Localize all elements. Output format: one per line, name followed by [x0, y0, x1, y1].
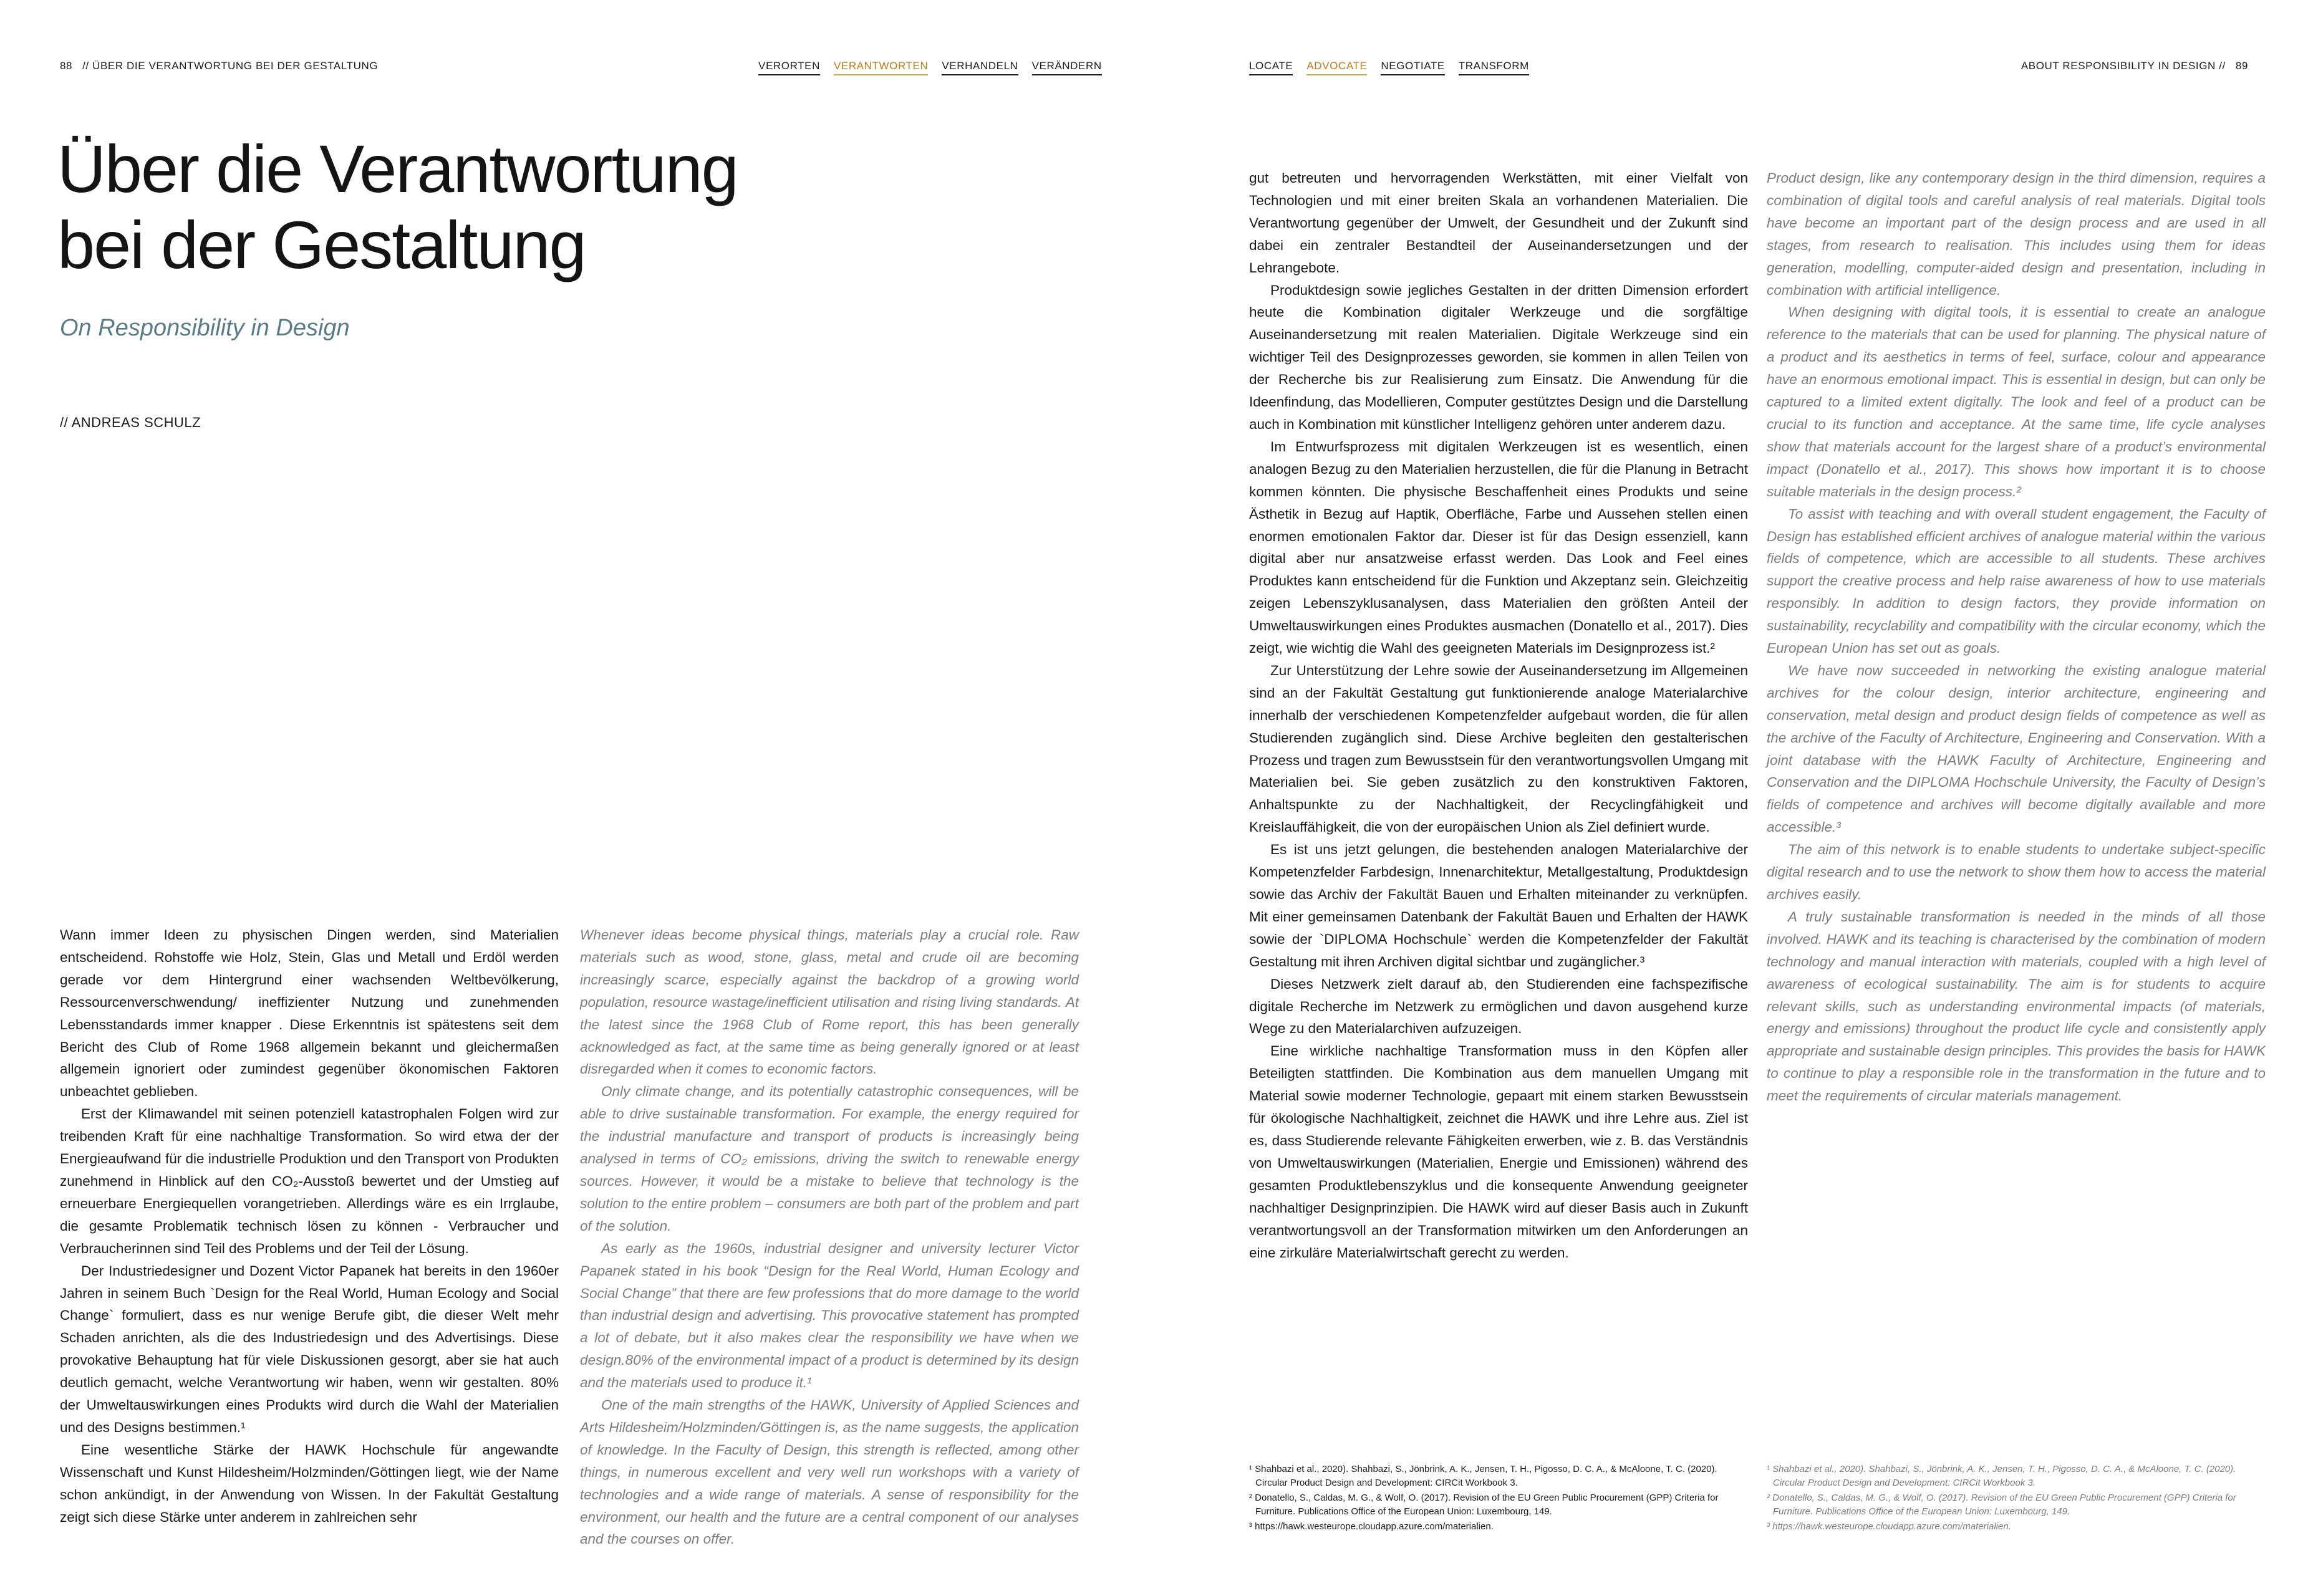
de-paragraph: Der Industriedesigner und Dozent Victor Papanek hat bereits in den 1960er Jahren in seinem Buch `Design for the Real World, Human Ecology and Social Change` formuliert, dass es nur wenige Berufe gibt, die dieser Welt mehr Schaden anrichten, als die des Industriedesign und des Advertisings. Diese provokative Behauptung hat für viele Diskussionen gesorgt, aber sie hat auch deutlich gemacht, welche Verantwortung wir haben, wenn wir gestalten. 80% der Umweltauswirkungen eines Produkts wird durch die Wahl der Materialien und des Designs bestimmen.¹ [60, 1262, 559, 1435]
de-paragraph: Dieses Netzwerk zielt darauf ab, den Studierenden eine fachspezifische digitale Recherche im Netzwerk zu ermöglichen und davon ausgehend kurze Wege zu den Materialarchiven aufzuzeigen. [1249, 976, 1748, 1037]
nav-item-veraendern[interactable]: VERÄNDERN [1032, 60, 1102, 75]
left-page-number: 88 [60, 60, 73, 72]
en-paragraph: One of the main strengths of the HAWK, University of Applied Sciences and Arts Hildesheim/Holzminden/Göttingen is, as the name suggests, the application of knowledge. In the Faculty of Design, this strength is reflected, among other things, in numerous excellent and very well run workshops with a variety of technologies and a wide range of materials. A sense of responsibility for the environment, our health and the future are a central component of our analyses and the courses on offer. [580, 1397, 1079, 1547]
right-section-nav [1249, 60, 1529, 75]
de-paragraph: Zur Unterstützung der Lehre sowie der Auseinandersetzung im Allgemeinen sind an der Fakultät Gestaltung gut funktionierende analoge Materialarchive innerhalb der verschiedenen Kompetenzfelder aufgebaut worden, die für allen Studierenden zugänglich sind. Diese Archive begleiten den gestalterischen Prozess und tragen zum Bewusstsein für den verantwortungsvollen Umgang mit Materialien bei. Sie geben zusätzlich zu den konstruktiven Faktoren, Anhaltspunkte zu der Nachhaltigkeit, der Recyclingfähigkeit und Kreislauffähigkeit, die von der europäischen Union als Ziel definiert wurde. [1249, 662, 1748, 835]
de-paragraph: Es ist uns jetzt gelungen, die bestehenden analogen Materialarchive der Kompetenzfelder Farbdesign, Innenarchitektur, Metallgestaltung, Produktdesign sowie das Archiv der Fakultät Bauen und Erhalten miteinander zu verknüpfen. Mit einer gemeinsamen Datenbank der Fakultät Bauen und Erhalten der HAWK sowie der `DIPLOMA Hochschule` werden die Kompetenzfelder der Fakultät Gestaltung mit ihren Archiven digital sichtbar und zugänglicher.³ [1249, 842, 1748, 969]
right-header [2021, 60, 2248, 72]
footnote: ³ https://hawk.westeurope.cloudapp.azure.com/materialien. [1767, 1521, 2011, 1532]
nav-item-verantworten[interactable]: VERANTWORTEN [834, 60, 928, 75]
en-paragraph: We have now succeeded in networking the existing analogue material archives for the colour design, interior architecture, engineering and conservation, metal design and product design fields of competence as well as the archive of the Faculty of Architecture, Engineering and Conservation. With a joint database with the HAWK Faculty of Architecture, Engineering and Conservation and the DIPLOMA Hochschule University, the Faculty of Design’s fields of competence and archives will become digitally available and more accessible.³ [1767, 662, 2266, 835]
en-paragraph: A truly sustainable transformation is needed in the minds of all those involved. HAWK and its teaching is characterised by the combination of modern technology and manual interaction with materials, coupled with a high level of awareness of ecological sustainability. The aim is for students to acquire relevant skills, such as understanding environmental impacts (of materials, energy and emissions) throughout the product life cycle and consistently apply appropriate and sustainable design principles. This provides the basis for HAWK to continue to play a responsible role in the transformation in the future and to meet the requirements of circular materials management. [1767, 908, 2266, 1104]
de-paragraph: Im Entwurfsprozess mit digitalen Werkzeugen ist es wesentlich, einen analogen Bezug zu den Materialien herzustellen, die für die Planung in Betracht kommen könnten. Die physische Beschaffenheit eines Produkts und seine Ästhetik in Bezug auf Haptik, Oberfläche, Farbe und Aussehen stellen einen enormen emotionalen Faktor dar. Dieser ist für das Design essenziell, kann digital aber nur ansatzweise erfasst werden. Das Look and Feel eines Produktes kann entscheidend für die Funktion und Akzeptanz sein. Gleichzeitig zeigen Lebenszyklusanalysen, dass Materialien den größten Anteil der Umweltauswirkungen eines Produktes ausmachen (Donatello et al., 2017). Dies zeigt, wie wichtig die Wahl des geeigneten Materials im Designprozess ist.² [1249, 438, 1748, 656]
page-title [57, 131, 738, 283]
en-paragraph: When designing with digital tools, it is essential to create an analogue reference to the materials that can be used for planning. The physical nature of a product and its aesthetics in terms of feel, surface, colour and appearance have an enormous emotional impact. This is essential in design, but can only be captured to a limited extent digitally. The look and feel of a product can be crucial to its function and acceptance. At the same time, life cycle analyses show that materials account for the largest share of a product’s environmental impact (Donatello et al., 2017). This shows how important it is to choose suitable materials in the design process.² [1767, 304, 2266, 499]
right-page-number: 89 [2235, 60, 2248, 72]
de-paragraph: Wann immer Ideen zu physischen Dingen werden, sind Materialien entscheidend. Rohstoffe wie Holz, Stein, Glas und Metall und Erdöl werden gerade vor dem Hintergrund einer wachsenden Weltbevölkerung, Ressourcenverschwendung/ ineffizienter Nutzung und zunehmenden Lebensstandards immer knapper . Diese Erkenntnis ist spätestens seit dem Bericht des Club of Rome 1968 allgemein bekannt und gleichermaßen allgemein ignoriert oder zumindest gegenüber ökonomischen Faktoren unbeachtet geblieben. [60, 927, 559, 1100]
title-line-2: bei der Gestaltung [57, 207, 586, 282]
footnote: ³ https://hawk.westeurope.cloudapp.azure.com/materialien. [1249, 1521, 1494, 1532]
footnote: ² Donatello, S., Caldas, M. G., & Wolf, O. (2017). Revision of the EU Green Public Procurement (GPP) Criteria for Furniture. Publications Office of the European Union: Luxembourg, 149. [1767, 1493, 2236, 1517]
nav-item-verorten[interactable]: VERORTEN [758, 60, 820, 75]
left-german-column [60, 924, 559, 1528]
left-english-column [580, 924, 1079, 1550]
de-paragraph: Eine wirkliche nachhaltige Transformation muss in den Köpfen aller Beteiligten stattfinden. Die Kombination aus dem manuellen Umgang mit Material sowie moderner Technologie, gepaart mit einem starken Bewusstsein für ökologische Nachhaltigkeit, zeichnet die HAWK und ihre Lehre aus. Ziel ist es, dass Studierende relevante Fähigkeiten erwerben, wie z. B. das Verständnis von Umweltauswirkungen (Materialien, Energie und Emissionen) während des gesamten Produktlebenszyklus und die konsequente Anwendung geeigneter nachhaltiger Designprinzipien. Die HAWK wird auf dieser Basis auch in Zukunft verantwortungsvoll an der Transformation mitwirken um den Anforderungen an eine zirkuläre Materialwirtschaft gerecht zu werden. [1249, 1043, 1748, 1261]
nav-item-negotiate[interactable]: NEGOTIATE [1381, 60, 1444, 75]
nav-item-locate[interactable]: LOCATE [1249, 60, 1293, 75]
en-paragraph: As early as the 1960s, industrial designer and university lecturer Victor Papanek stated in his book “Design for the Real World, Human Ecology and Social Change” that there are few professions that do more damage to the world than industrial design and advertising. This provocative statement has prompted a lot of debate, but it also makes clear the responsibility we have when we design.80% of the environmental impact of a product is determined by its design and the materials used to produce it.¹ [580, 1240, 1079, 1391]
en-paragraph: The aim of this network is to enable students to undertake subject-specific digital research and to use the network to show them how to access the material archives easily. [1767, 842, 2266, 902]
en-paragraph: Only climate change, and its potentially catastrophic consequences, will be able to drive sustainable transformation. For example, the energy required for the industrial manufacture and transport of products is increasingly being analysed in terms of CO₂ emissions, driving the switch to renewable energy sources. However, it would be a mistake to believe that technology is the solution to the entire problem – consumers are both part of the problem and part of the solution. [580, 1084, 1079, 1234]
footnote: ¹ Shahbazi et al., 2020). Shahbazi, S., Jönbrink, A. K., Jensen, T. H., Pigosso, D. C. A., & McAloone, T. C. (2020). Circular Product Design and Development: CIRCit Workbook 3. [1767, 1464, 2236, 1488]
de-paragraph: Produktdesign sowie jegliches Gestalten in der dritten Dimension erfordert heute die Kombination digitaler Werkzeuge und die sorgfältige Auseinandersetzung mit realen Materialien. Digitale Werkzeuge sind ein wichtiger Teil des Designprozesses geworden, sie kommen in allen Teilen von der Recherche bis zur Realisierung zum Einsatz. Die Anwendung für die Ideenfindung, das Modellieren, Computer gestütztes Design und die Darstellung auch in Kombination mit künstlicher Intelligenz gehören unter anderem dazu. [1249, 282, 1748, 432]
right-english-column [1767, 167, 2266, 1107]
title-line-1: Über die Verantwortung [57, 131, 738, 206]
right-german-column [1249, 167, 1748, 1264]
de-paragraph: Erst der Klimawandel mit seinen potenziell katastrophalen Folgen wird zur treibenden Kraft für eine nachhaltige Transformation. So wird etwa der der Energieaufwand für die industrielle Produktion und den Transport von Produkten zunehmend in Hinblick auf den CO₂-Ausstoß bewertet und der Umstieg auf erneuerbare Energiequellen vorangetrieben. Allerdings wäre es ein Irrglaube, die gesamte Problematik technisch lösen zu können - Verbraucher und Verbraucherinnen sind Teil des Problems und der Teil der Lösung. [60, 1106, 559, 1256]
page-subtitle: On Responsibility in Design [60, 315, 350, 341]
footnote: ¹ Shahbazi et al., 2020). Shahbazi, S., Jönbrink, A. K., Jensen, T. H., Pigosso, D. C. A., & McAloone, T. C. (2020). Circular Product Design and Development: CIRCit Workbook 3. [1249, 1464, 1717, 1488]
nav-item-verhandeln[interactable]: VERHANDELN [942, 60, 1018, 75]
de-paragraph: gut betreuten und hervorragenden Werkstätten, mit einer Vielfalt von Technologien und mit einer breiten Skala an vorhandenen Materialien. Die Verantwortung gegenüber der Umwelt, der Gesundheit und der Zukunft sind dabei ein zentraler Bestandteil der Auseinandersetzungen und der Lehrangebote. [1249, 170, 1748, 276]
nav-item-advocate[interactable]: ADVOCATE [1306, 60, 1367, 75]
nav-item-transform[interactable]: TRANSFORM [1459, 60, 1529, 75]
footnote: ² Donatello, S., Caldas, M. G., & Wolf, O. (2017). Revision of the EU Green Public Procurement (GPP) Criteria for Furniture. Publications Office of the European Union: Luxembourg, 149. [1249, 1493, 1719, 1517]
left-header [60, 60, 378, 72]
en-paragraph: To assist with teaching and with overall student engagement, the Faculty of Design has established efficient archives of analogue material within the various fields of competence, which are accessible to all students. These archives support the creative process and help raise awareness of how to use materials responsibly. In addition to design factors, they provide information on sustainability, recyclability and compatibility with the circular economy, which the European Union has set out as goals. [1767, 506, 2266, 656]
footnotes-german [1249, 1463, 1748, 1535]
left-running-head: // ÜBER DIE VERANTWORTUNG BEI DER GESTALTUNG [82, 60, 379, 72]
de-paragraph: Eine wesentliche Stärke der HAWK Hochschule für angewandte Wissenschaft und Kunst Hildesheim/Holzminden/Göttingen liegt, wie der Name schon ankündigt, in der Anwendung von Wissen. In der Fakultät Gestaltung zeigt sich diese Stärke unter anderem in zahlreichen sehr [60, 1441, 559, 1525]
right-running-head: ABOUT RESPONSIBILITY IN DESIGN // [2021, 60, 2226, 72]
left-section-nav [758, 60, 1102, 75]
en-paragraph: Product design, like any contemporary design in the third dimension, requires a combination of digital tools and careful analysis of real materials. Digital tools have become an important part of the design process and are used in all stages, from research to realisation. This includes using them for ideas generation, modelling, computer-aided design and presentation, including in combination with artificial intelligence. [1767, 170, 2266, 298]
en-paragraph: Whenever ideas become physical things, materials play a crucial role. Raw materials such as wood, stone, glass, metal and crude oil are becoming increasingly scarce, especially against the backdrop of a growing world population, resource wastage/inefficient utilisation and rising living standards. At the latest since the 1968 Club of Rome report, this has been generally acknowledged as fact, at the same time as being generally ignored or at least disregarded when it comes to economic factors. [580, 927, 1079, 1077]
footnotes-english [1767, 1463, 2266, 1535]
author-line: // ANDREAS SCHULZ [60, 415, 201, 430]
